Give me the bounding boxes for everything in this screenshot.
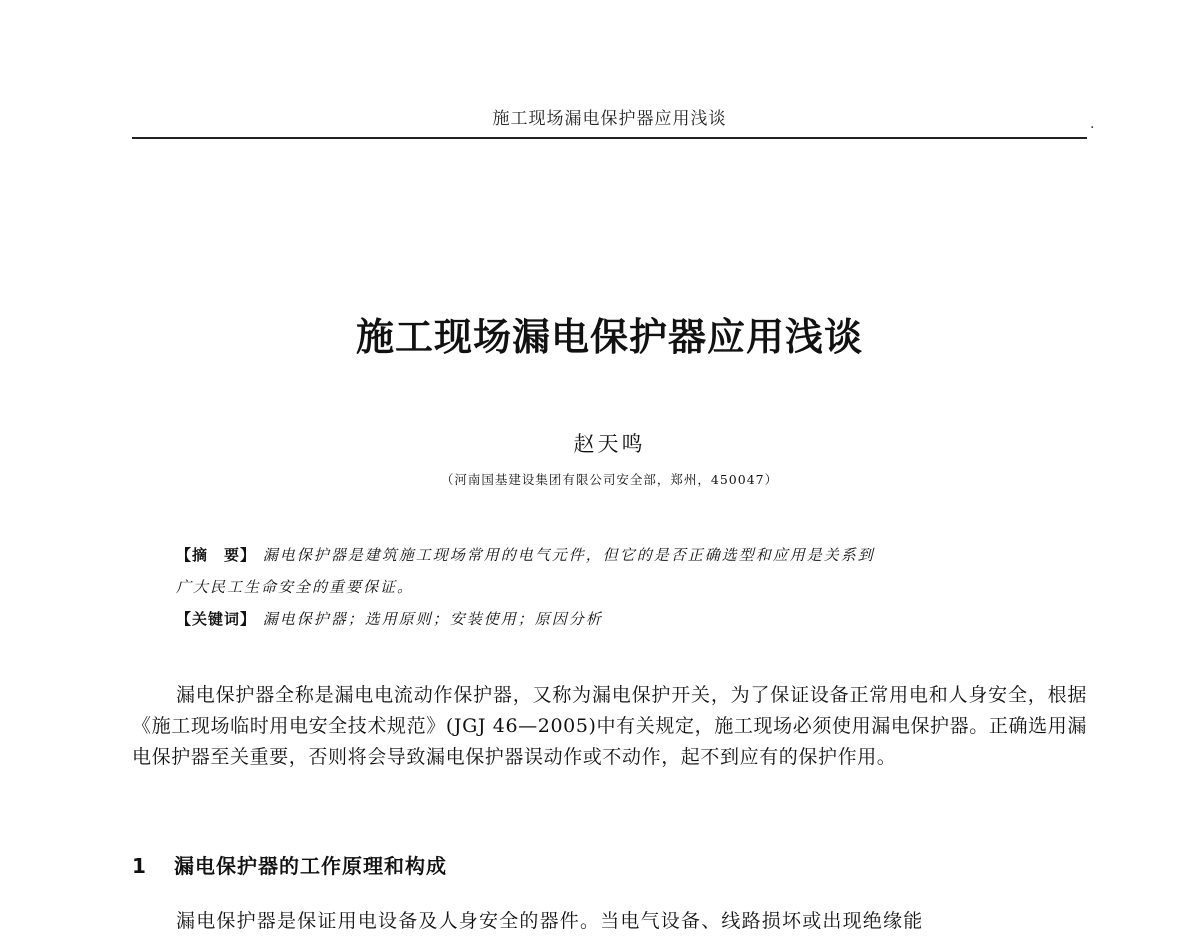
section-1-heading <box>132 850 447 879</box>
header-rule <box>132 137 1087 139</box>
abstract-text-line-2: 广大民工生命安全的重要保证。 <box>176 578 415 596</box>
keywords-label: 【关键词】 <box>176 610 257 628</box>
abstract-text-line-1: 漏电保护器是建筑施工现场常用的电气元件，但它的是否正确选型和应用是关系到 <box>262 546 875 564</box>
affiliation: （河南国基建设集团有限公司安全部，郑州，450047） <box>440 472 779 487</box>
author: 赵天鸣 <box>573 432 646 456</box>
paper-title: 施工现场漏电保护器应用浅谈 <box>355 315 863 359</box>
abstract-line-2 <box>176 571 1056 603</box>
section-1-title: 漏电保护器的工作原理和构成 <box>174 854 447 878</box>
abstract-label: 【摘 要】 <box>176 546 257 564</box>
intro-paragraph: 漏电保护器全称是漏电电流动作保护器，又称为漏电保护开关，为了保证设备正常用电和人身安全，根据《施工现场临时用电安全技术规范》(JGJ 46—2005)中有关规定，施工现场必须使用漏电保护器。正确选用漏电保护器至关重要，否则将会导致漏电保护器误动作或不动作，起不到应有的保护作用。 <box>132 684 1087 768</box>
section-1-paragraph: 漏电保护器是保证用电设备及人身安全的器件。当电气设备、线路损坏或出现绝缘能 <box>176 910 924 932</box>
keywords-text: 漏电保护器；选用原则；安装使用；原因分析 <box>262 610 603 628</box>
abstract-block <box>176 539 1056 635</box>
corner-mark: . <box>1090 116 1095 132</box>
running-header: 施工现场漏电保护器应用浅谈 <box>492 109 727 129</box>
keywords-line <box>176 603 1056 635</box>
abstract-line-1 <box>176 539 1056 571</box>
section-1-number: 1 <box>132 854 147 878</box>
